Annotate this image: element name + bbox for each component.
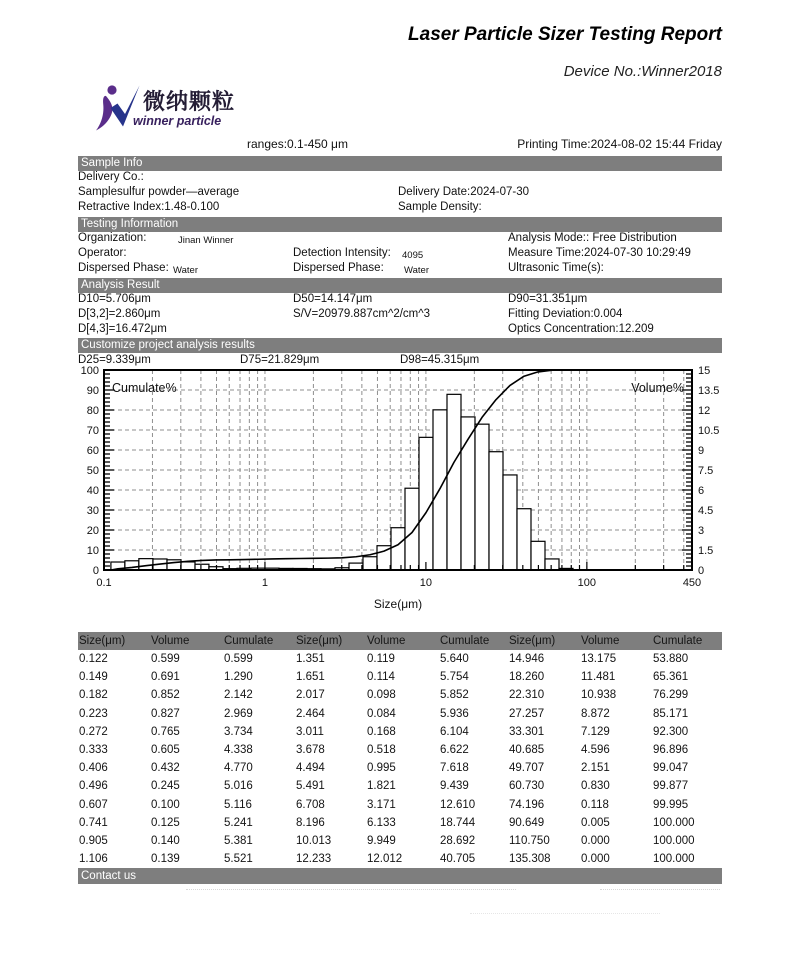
d43-value: D[4,3]=16.472μm [78, 323, 167, 335]
volume-bar [517, 509, 531, 570]
table-cell: 5.754 [440, 671, 469, 684]
table-cell: 3.171 [367, 798, 396, 811]
section-bar-testing-information: Testing Information [78, 217, 722, 232]
table-cell: 135.308 [509, 853, 551, 866]
table-cell: 4.770 [224, 762, 253, 775]
left-axis-label: 0 [92, 565, 99, 577]
d90-value: D90=31.351μm [508, 293, 588, 305]
right-axis-label: 3 [698, 525, 705, 537]
table-cell: 0.168 [367, 725, 396, 738]
volume-bar [139, 559, 153, 570]
right-axis-label: 10.5 [698, 425, 720, 437]
table-cell: 60.730 [509, 780, 545, 793]
volume-bar [489, 452, 503, 570]
table-cell: 1.821 [367, 780, 396, 793]
section-bar-sample-info: Sample Info [78, 156, 722, 171]
table-cell: 49.707 [509, 762, 545, 775]
table-cell: 0.139 [151, 853, 180, 866]
table-cell: 100.000 [653, 834, 695, 847]
table-cell: 0.827 [151, 707, 180, 720]
table-cell: 12.012 [367, 853, 403, 866]
x-axis-title: Size(μm) [373, 597, 423, 611]
table-cell: 12.610 [440, 798, 476, 811]
x-axis-label: 100 [577, 577, 597, 589]
table-cell: 0.995 [367, 762, 396, 775]
table-cell: 0.149 [79, 671, 108, 684]
right-axis-label: 6 [698, 485, 705, 497]
sv-value: S/V=20979.887cm^2/cm^3 [293, 308, 431, 320]
d32-value: D[3,2]=2.860μm [78, 308, 161, 320]
table-header-cell: Size(μm) [509, 635, 556, 647]
table-cell: 9.439 [440, 780, 469, 793]
left-series-label: Cumulate% [112, 381, 177, 395]
printing-time: Printing Time:2024-08-02 15:44 Friday [517, 137, 722, 151]
table-cell: 74.196 [509, 798, 545, 811]
left-axis-label: 80 [86, 405, 99, 417]
sample-name: Samplesulfur powder—average [78, 186, 240, 198]
particle-size-distribution-chart [0, 360, 802, 615]
table-cell: 5.640 [440, 653, 469, 665]
table-cell: 5.491 [296, 780, 325, 793]
table-cell: 7.618 [440, 762, 469, 775]
table-row [78, 686, 722, 704]
table-cell: 3.734 [224, 725, 253, 738]
right-series-label: Volume% [631, 381, 684, 395]
table-cell: 33.301 [509, 725, 545, 738]
delivery-co-label: Delivery Co.: [78, 171, 144, 183]
d25-value: D25=9.339μm [78, 354, 151, 366]
left-axis-label: 30 [86, 505, 99, 517]
table-cell: 0.765 [151, 725, 180, 738]
table-row [78, 650, 722, 668]
table-cell: 0.122 [79, 653, 108, 665]
table-cell: 99.877 [653, 780, 689, 793]
table-cell: 6.104 [440, 725, 469, 738]
organization-label: Organization: [78, 232, 147, 244]
table-cell: 12.233 [296, 853, 332, 866]
sample-density-label: Sample Density: [398, 201, 482, 213]
table-cell: 6.133 [367, 816, 396, 829]
analysis-mode: Analysis Mode:: Free Distribution [508, 232, 677, 244]
table-cell: 14.946 [509, 653, 545, 665]
detection-intensity-value: 4095 [402, 250, 424, 261]
operator-label: Operator: [78, 247, 127, 259]
table-cell: 0.599 [151, 653, 180, 665]
table-cell: 9.949 [367, 834, 396, 847]
table-cell: 0.432 [151, 762, 180, 775]
section-bar-customize-results: Customize project analysis results [78, 338, 722, 353]
table-cell: 10.938 [581, 689, 617, 702]
table-cell: 0.100 [151, 798, 180, 811]
table-cell: 2.151 [581, 762, 610, 775]
right-axis-label: 12 [698, 405, 711, 417]
table-cell: 0.905 [79, 834, 108, 847]
table-cell: 0.182 [79, 689, 108, 702]
left-axis-label: 90 [86, 385, 99, 397]
d98-value: D98=45.315μm [400, 354, 480, 366]
table-cell: 96.896 [653, 743, 689, 756]
left-axis-label: 10 [86, 545, 99, 557]
left-axis-label: 100 [80, 365, 99, 377]
table-cell: 92.300 [653, 725, 689, 738]
table-row [78, 850, 722, 868]
table-cell: 4.494 [296, 762, 325, 775]
table-cell: 0.599 [224, 653, 253, 665]
table-cell: 0.691 [151, 671, 180, 684]
table-cell: 0.084 [367, 707, 396, 720]
table-cell: 18.260 [509, 671, 545, 684]
right-axis-label: 15 [698, 365, 711, 377]
table-cell: 53.880 [653, 653, 689, 665]
table-cell: 0.333 [79, 743, 108, 756]
x-axis-label: 1 [261, 577, 269, 589]
device-number: Device No.:Winner2018 [563, 63, 722, 80]
detection-intensity-label: Detection Intensity: [293, 247, 391, 259]
table-cell: 5.521 [224, 853, 253, 866]
table-header-cell: Cumulate [224, 635, 274, 647]
organization-value: Jinan Winner [178, 235, 234, 246]
left-axis-label: 70 [86, 425, 99, 437]
table-cell: 110.750 [509, 834, 550, 847]
volume-bar [503, 475, 517, 570]
table-cell: 90.649 [509, 816, 545, 829]
row-d10-d50-d90 [78, 293, 722, 307]
table-cell: 0.518 [367, 743, 396, 756]
left-axis-label: 50 [86, 465, 99, 477]
table-row [78, 832, 722, 850]
table-cell: 4.596 [581, 743, 610, 756]
logo-english-text: winner particle [133, 114, 222, 128]
table-cell: 1.651 [296, 671, 325, 684]
table-cell: 40.705 [440, 853, 476, 866]
x-axis-label: 450 [682, 577, 702, 589]
table-cell: 0.119 [367, 653, 395, 665]
retractive-index: Retractive Index:1.48-0.100 [78, 201, 220, 213]
table-cell: 1.106 [79, 853, 108, 866]
table-header-cell: Volume [151, 635, 190, 647]
table-cell: 11.481 [581, 671, 616, 684]
table-cell: 3.678 [296, 743, 325, 756]
table-cell: 0.272 [79, 725, 108, 738]
table-cell: 0.000 [581, 853, 610, 866]
volume-bar [363, 557, 377, 570]
x-axis-label: 10 [419, 577, 433, 589]
right-axis-label: 9 [698, 445, 705, 457]
table-cell: 5.381 [224, 834, 253, 847]
right-axis-label: 13.5 [698, 385, 720, 397]
table-row [78, 741, 722, 759]
table-cell: 0.114 [367, 671, 395, 684]
table-cell: 65.361 [653, 671, 689, 684]
table-header-cell: Size(μm) [296, 635, 343, 647]
right-axis-label: 1.5 [698, 545, 714, 557]
table-header-cell: Cumulate [653, 635, 703, 647]
dispersed-phase-left-label: Dispersed Phase: [78, 262, 169, 274]
row-dispersed-phase [78, 262, 722, 276]
volume-bar [181, 562, 195, 570]
table-header-cell: Volume [581, 635, 620, 647]
table-cell: 5.241 [224, 816, 253, 829]
delivery-date: Delivery Date:2024-07-30 [398, 186, 530, 198]
table-cell: 0.140 [151, 834, 180, 847]
page-title: Laser Particle Sizer Testing Report [408, 24, 722, 45]
faded-contact-line [470, 913, 660, 914]
table-cell: 0.830 [581, 780, 610, 793]
table-cell: 40.685 [509, 743, 545, 756]
table-cell: 100.000 [653, 853, 695, 866]
row-delivery-co [78, 171, 722, 185]
section-bar-contact-us: Contact us [78, 868, 722, 884]
x-axis-label: 0.1 [96, 577, 112, 589]
row-sample [78, 186, 722, 200]
table-header-cell: Cumulate [440, 635, 490, 647]
row-d43-optics [78, 323, 722, 337]
table-cell: 2.142 [224, 689, 253, 702]
d10-value: D10=5.706μm [78, 293, 151, 305]
volume-bar [447, 394, 461, 570]
row-retractive-index [78, 201, 722, 215]
volume-bar [405, 488, 419, 570]
left-axis-label: 20 [86, 525, 99, 537]
volume-bar [475, 424, 489, 570]
table-cell: 6.708 [296, 798, 325, 811]
table-cell: 2.969 [224, 707, 253, 720]
table-cell: 0.741 [79, 816, 108, 829]
table-cell: 6.622 [440, 743, 469, 756]
table-row [78, 723, 722, 741]
table-cell: 18.744 [440, 816, 476, 829]
d75-value: D75=21.829μm [240, 354, 320, 366]
table-cell: 100.000 [653, 816, 695, 829]
table-cell: 0.406 [79, 762, 108, 775]
table-row [78, 705, 722, 723]
table-cell: 0.125 [151, 816, 180, 829]
table-cell: 76.299 [653, 689, 689, 702]
dispersed-phase-mid-label: Dispersed Phase: [293, 262, 384, 274]
table-cell: 28.692 [440, 834, 476, 847]
table-cell: 8.872 [581, 707, 610, 720]
table-cell: 99.995 [653, 798, 689, 811]
table-cell: 5.116 [224, 798, 252, 811]
table-cell: 5.936 [440, 707, 469, 720]
table-row [78, 668, 722, 686]
faded-contact-line [600, 889, 720, 890]
section-bar-analysis-result: Analysis Result [78, 278, 722, 293]
ultrasonic-time-label: Ultrasonic Time(s): [508, 262, 604, 274]
table-header-cell: Volume [367, 635, 406, 647]
optics-concentration: Optics Concentration:12.209 [508, 323, 654, 335]
logo-chinese-text: 微纳颗粒 [143, 89, 236, 114]
dispersed-phase-mid-value: Water [404, 265, 429, 276]
table-cell: 5.016 [224, 780, 253, 793]
dispersed-phase-left-value: Water [173, 265, 198, 276]
table-cell: 1.290 [224, 671, 253, 684]
right-axis-label: 4.5 [698, 505, 714, 517]
row-organization [78, 232, 722, 246]
table-cell: 0.223 [79, 707, 108, 720]
table-cell: 13.175 [581, 653, 617, 665]
volume-bar [349, 563, 363, 570]
table-body [78, 650, 722, 868]
volume-bar [545, 559, 559, 570]
d50-value: D50=14.147μm [293, 293, 373, 305]
row-d32-sv-fitting [78, 308, 722, 322]
table-cell: 0.118 [581, 798, 609, 811]
table-header-cell: Size(μm) [79, 635, 126, 647]
right-axis-label: 0 [698, 565, 705, 577]
measure-time: Measure Time:2024-07-30 10:29:49 [508, 247, 691, 259]
table-cell: 0.098 [367, 689, 396, 702]
right-axis-label: 7.5 [698, 465, 714, 477]
table-cell: 0.605 [151, 743, 180, 756]
table-cell: 22.310 [509, 689, 545, 702]
measuring-range: ranges:0.1-450 μm [247, 137, 348, 151]
table-cell: 0.496 [79, 780, 108, 793]
table-cell: 0.000 [581, 834, 610, 847]
table-cell: 0.005 [581, 816, 610, 829]
table-row [78, 759, 722, 777]
table-cell: 8.196 [296, 816, 325, 829]
winner-particle-logo [94, 83, 235, 131]
faded-contact-line [186, 889, 516, 890]
table-cell: 7.129 [581, 725, 610, 738]
table-cell: 2.464 [296, 707, 325, 720]
table-cell: 85.171 [653, 707, 689, 720]
volume-bar [391, 528, 405, 570]
table-cell: 5.852 [440, 689, 469, 702]
left-axis-label: 60 [86, 445, 99, 457]
table-cell: 0.852 [151, 689, 180, 702]
left-axis-label: 40 [86, 485, 99, 497]
table-cell: 4.338 [224, 743, 253, 756]
table-cell: 99.047 [653, 762, 689, 775]
table-cell: 0.607 [79, 798, 108, 811]
row-operator [78, 247, 722, 261]
table-cell: 10.013 [296, 834, 332, 847]
table-cell: 27.257 [509, 707, 545, 720]
table-cell: 1.351 [296, 653, 325, 665]
table-header [78, 632, 722, 650]
fitting-deviation: Fitting Deviation:0.004 [508, 308, 623, 320]
table-cell: 2.017 [296, 689, 325, 702]
table-row [78, 777, 722, 795]
table-row [78, 814, 722, 832]
table-row [78, 796, 722, 814]
table-cell: 3.011 [296, 725, 324, 738]
table-cell: 0.245 [151, 780, 180, 793]
